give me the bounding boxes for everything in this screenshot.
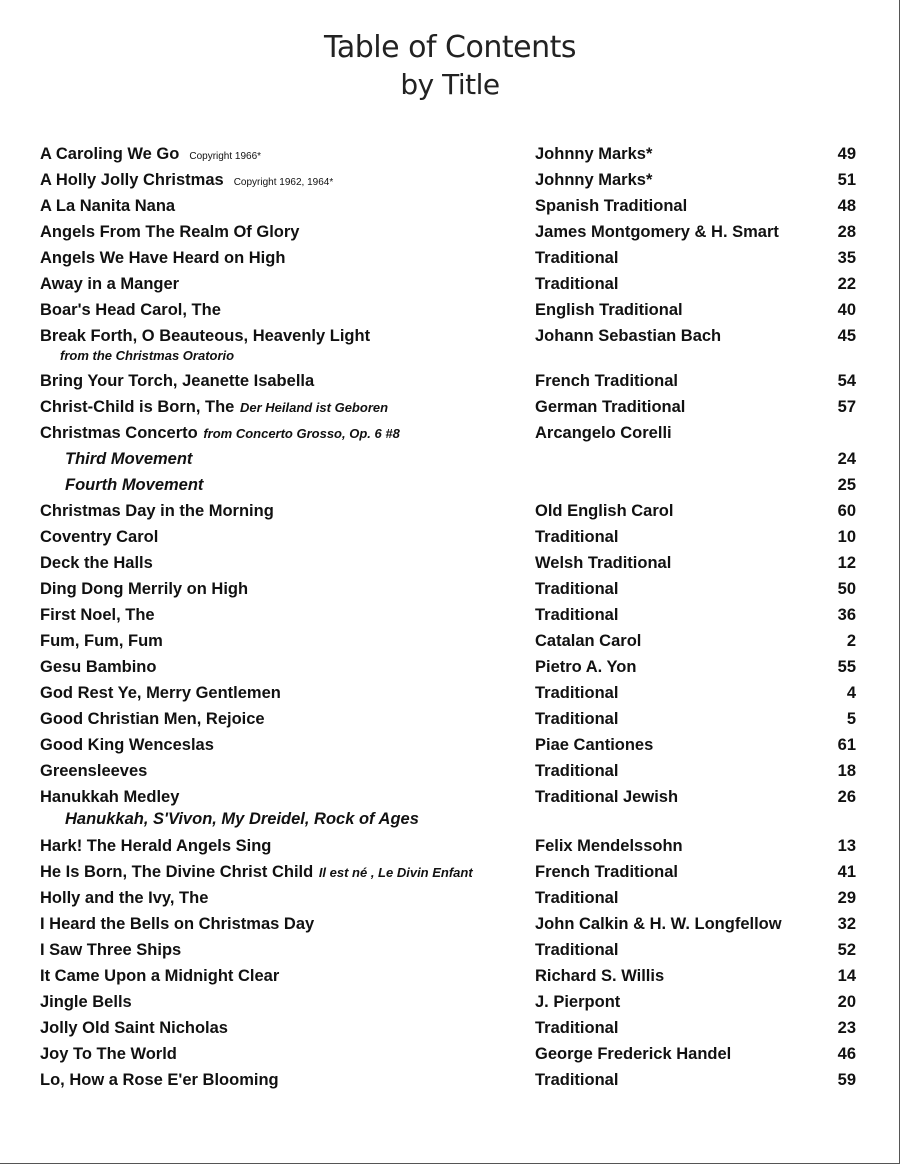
song-title: Christ-Child is Born, The xyxy=(40,398,235,416)
toc-title xyxy=(40,447,530,471)
song-title: He Is Born, The Divine Christ Child xyxy=(40,863,314,881)
toc-row xyxy=(40,168,856,194)
page-number: 54 xyxy=(837,372,856,390)
composer: Piae Cantiones xyxy=(535,736,654,754)
song-title: A Caroling We Go xyxy=(40,145,180,163)
page-number: 4 xyxy=(846,684,856,702)
toc-row xyxy=(40,473,856,499)
page-number: 10 xyxy=(837,528,856,546)
subtitle-note: Hanukkah, S'Vivon, My Dreidel, Rock of Ages xyxy=(65,810,419,828)
page-number: 40 xyxy=(837,301,856,319)
toc-row xyxy=(40,499,856,525)
page-number: 55 xyxy=(837,658,856,676)
toc-row xyxy=(40,246,856,272)
composer: Traditional xyxy=(535,528,619,546)
toc-row xyxy=(40,707,856,733)
page-number: 29 xyxy=(837,889,856,907)
composer: Pietro A. Yon xyxy=(535,658,637,676)
composer: Traditional xyxy=(535,1071,619,1089)
page-number: 28 xyxy=(837,223,856,241)
composer: James Montgomery & H. Smart xyxy=(535,223,779,241)
toc-row xyxy=(40,785,856,834)
song-title: Break Forth, O Beauteous, Heavenly Light xyxy=(40,327,371,345)
page-number: 32 xyxy=(837,915,856,933)
composer: Traditional xyxy=(535,249,619,267)
toc-list xyxy=(40,142,856,1094)
toc-row xyxy=(40,369,856,395)
toc-title xyxy=(40,298,530,322)
toc-title xyxy=(40,577,530,601)
movement-title: Fourth Movement xyxy=(65,476,204,494)
toc-title xyxy=(40,964,530,988)
song-title: I Heard the Bells on Christmas Day xyxy=(40,915,315,933)
alt-title: Der Heiland ist Geboren xyxy=(236,400,389,415)
song-title: Fum, Fum, Fum xyxy=(40,632,163,650)
toc-row xyxy=(40,1042,856,1068)
composer: Felix Mendelssohn xyxy=(535,837,683,855)
page-number: 20 xyxy=(837,993,856,1011)
toc-title xyxy=(40,886,530,910)
page-title: Table of Contents xyxy=(323,30,576,65)
song-title: Hark! The Herald Angels Sing xyxy=(40,837,272,855)
page-number: 24 xyxy=(837,450,856,468)
toc-row xyxy=(40,759,856,785)
toc-title xyxy=(40,990,530,1014)
toc-row xyxy=(40,395,856,421)
composer: Traditional Jewish xyxy=(535,788,679,806)
toc-title xyxy=(40,499,530,523)
subtitle-note: from the Christmas Oratorio xyxy=(60,348,235,363)
toc-row xyxy=(40,938,856,964)
toc-row xyxy=(40,1068,856,1094)
song-title: Coventry Carol xyxy=(40,528,159,546)
page-number: 45 xyxy=(837,327,856,345)
composer: Johnny Marks* xyxy=(535,145,653,163)
song-title: Christmas Concerto xyxy=(40,424,198,442)
toc-row xyxy=(40,298,856,324)
composer: Traditional xyxy=(535,684,619,702)
song-title: Bring Your Torch, Jeanette Isabella xyxy=(40,372,315,390)
song-title: Good Christian Men, Rejoice xyxy=(40,710,265,728)
toc-title xyxy=(40,603,530,627)
page-number: 48 xyxy=(837,197,856,215)
toc-row xyxy=(40,421,856,447)
toc-row xyxy=(40,525,856,551)
page-number: 61 xyxy=(837,736,856,754)
composer: Traditional xyxy=(535,580,619,598)
toc-row xyxy=(40,194,856,220)
toc-row xyxy=(40,860,856,886)
song-title: Jingle Bells xyxy=(40,993,132,1011)
song-title: Angels We Have Heard on High xyxy=(40,249,286,267)
composer: French Traditional xyxy=(535,863,679,881)
toc-row xyxy=(40,272,856,298)
toc-title xyxy=(40,1068,530,1092)
page-number: 60 xyxy=(837,502,856,520)
toc-title xyxy=(40,142,530,169)
toc-row xyxy=(40,577,856,603)
toc-title xyxy=(40,220,530,244)
toc-title xyxy=(40,860,530,885)
page-number: 23 xyxy=(837,1019,856,1037)
page-number: 51 xyxy=(837,171,856,189)
page-number: 52 xyxy=(837,941,856,959)
composer: John Calkin & H. W. Longfellow xyxy=(535,915,782,933)
toc-row xyxy=(40,603,856,629)
toc-title xyxy=(40,733,530,757)
page-number: 22 xyxy=(837,275,856,293)
toc-row xyxy=(40,142,856,168)
toc-title xyxy=(40,681,530,705)
toc-row xyxy=(40,886,856,912)
toc-title xyxy=(40,395,530,420)
toc-row xyxy=(40,629,856,655)
toc-title xyxy=(40,194,530,218)
song-title: Christmas Day in the Morning xyxy=(40,502,274,520)
composer: Traditional xyxy=(535,941,619,959)
alt-title: Il est né , Le Divin Enfant xyxy=(315,865,473,880)
toc-title xyxy=(40,655,530,679)
page-number: 2 xyxy=(846,632,856,650)
toc-title xyxy=(40,912,530,936)
composer: Old English Carol xyxy=(535,502,674,520)
song-title: Gesu Bambino xyxy=(40,658,157,676)
composer: Welsh Traditional xyxy=(535,554,672,572)
page-number: 59 xyxy=(837,1071,856,1089)
song-title: Deck the Halls xyxy=(40,554,153,572)
composer: George Frederick Handel xyxy=(535,1045,732,1063)
toc-title xyxy=(40,629,530,653)
page-number: 13 xyxy=(837,837,856,855)
song-title: Away in a Manger xyxy=(40,275,180,293)
copyright-note: Copyright 1962, 1964* xyxy=(233,177,334,188)
toc-title xyxy=(40,1016,530,1040)
page-number: 12 xyxy=(837,554,856,572)
song-title: A Holly Jolly Christmas xyxy=(40,171,224,189)
page-number: 35 xyxy=(837,249,856,267)
song-title: Angels From The Realm Of Glory xyxy=(40,223,300,241)
page-number: 18 xyxy=(837,762,856,780)
composer: Traditional xyxy=(535,762,619,780)
toc-row xyxy=(40,220,856,246)
page-number: 36 xyxy=(837,606,856,624)
song-title: A La Nanita Nana xyxy=(40,197,176,215)
toc-row xyxy=(40,990,856,1016)
toc-title xyxy=(40,551,530,575)
song-title: Joy To The World xyxy=(40,1045,177,1063)
composer: Johnny Marks* xyxy=(535,171,653,189)
composer: Catalan Carol xyxy=(535,632,642,650)
toc-row xyxy=(40,1016,856,1042)
composer: J. Pierpont xyxy=(535,993,621,1011)
song-title: Jolly Old Saint Nicholas xyxy=(40,1019,228,1037)
composer: Richard S. Willis xyxy=(535,967,665,985)
song-title: Boar's Head Carol, The xyxy=(40,301,221,319)
song-title: I Saw Three Ships xyxy=(40,941,182,959)
page-subtitle: by Title xyxy=(400,68,500,101)
composer: Johann Sebastian Bach xyxy=(535,327,722,345)
toc-row xyxy=(40,324,856,369)
song-title: Good King Wenceslas xyxy=(40,736,214,754)
page-number: 26 xyxy=(837,788,856,806)
toc-row xyxy=(40,964,856,990)
toc-title xyxy=(40,272,530,296)
song-title: First Noel, The xyxy=(40,606,155,624)
toc-row xyxy=(40,681,856,707)
toc-title xyxy=(40,421,530,446)
toc-title xyxy=(40,785,530,809)
toc-row xyxy=(40,733,856,759)
composer: French Traditional xyxy=(535,372,679,390)
composer: Traditional xyxy=(535,710,619,728)
page-number: 25 xyxy=(837,476,856,494)
song-title: Greensleeves xyxy=(40,762,148,780)
song-title: Lo, How a Rose E'er Blooming xyxy=(40,1071,279,1089)
movement-title: Third Movement xyxy=(65,450,193,468)
toc-title xyxy=(40,707,530,731)
toc-title xyxy=(40,369,530,393)
song-title: It Came Upon a Midnight Clear xyxy=(40,967,280,985)
toc-row xyxy=(40,447,856,473)
song-title: Ding Dong Merrily on High xyxy=(40,580,249,598)
toc-row xyxy=(40,551,856,577)
composer: Traditional xyxy=(535,889,619,907)
song-title: God Rest Ye, Merry Gentlemen xyxy=(40,684,281,702)
song-title: Holly and the Ivy, The xyxy=(40,889,209,907)
toc-title xyxy=(40,473,530,497)
toc-title xyxy=(40,525,530,549)
composer: Traditional xyxy=(535,275,619,293)
toc-title xyxy=(40,1042,530,1066)
toc-row xyxy=(40,912,856,938)
toc-title xyxy=(40,759,530,783)
composer: Traditional xyxy=(535,1019,619,1037)
toc-title xyxy=(40,834,530,858)
page-number: 57 xyxy=(837,398,856,416)
alt-title: from Concerto Grosso, Op. 6 #8 xyxy=(199,426,400,441)
composer: Arcangelo Corelli xyxy=(535,424,672,442)
page-number: 46 xyxy=(837,1045,856,1063)
composer: Traditional xyxy=(535,606,619,624)
page-number: 50 xyxy=(837,580,856,598)
toc-title xyxy=(40,246,530,270)
page-number: 14 xyxy=(837,967,856,985)
composer: German Traditional xyxy=(535,398,686,416)
page-number: 41 xyxy=(837,863,856,881)
toc-title xyxy=(40,168,530,195)
toc-title xyxy=(40,938,530,962)
toc-row xyxy=(40,834,856,860)
toc-row xyxy=(40,655,856,681)
copyright-note: Copyright 1966* xyxy=(189,151,262,162)
composer: English Traditional xyxy=(535,301,683,319)
song-title: Hanukkah Medley xyxy=(40,788,180,806)
page-number: 49 xyxy=(837,145,856,163)
page-number: 5 xyxy=(846,710,856,728)
composer: Spanish Traditional xyxy=(535,197,688,215)
